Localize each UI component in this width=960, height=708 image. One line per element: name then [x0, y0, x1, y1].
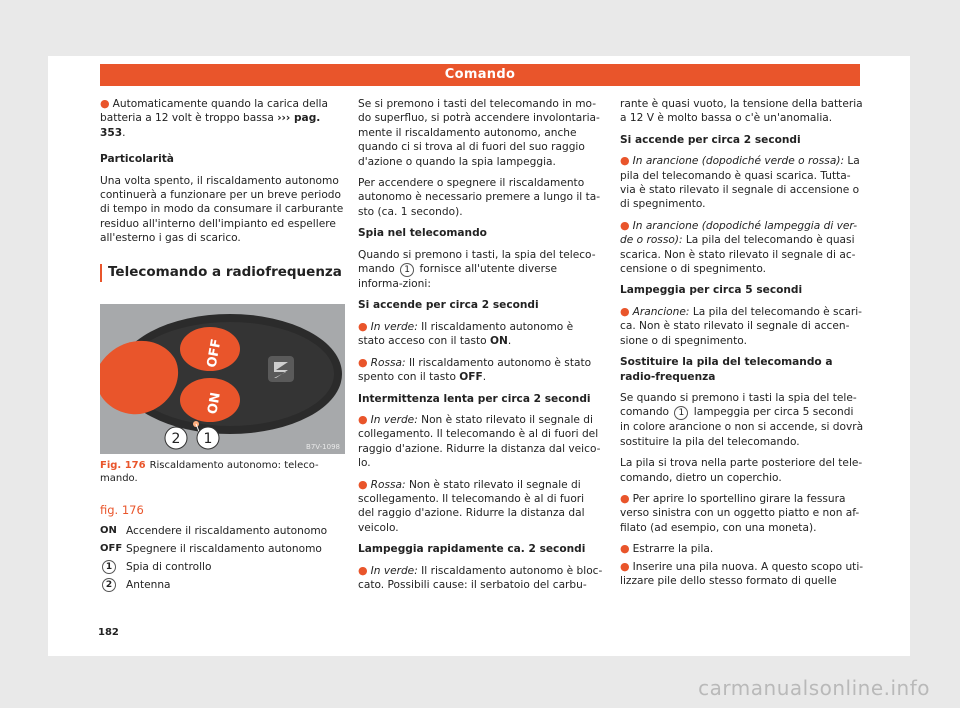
- legend-spia: 1 Spia di controllo: [100, 558, 345, 576]
- bullet-icon: ●: [358, 355, 368, 369]
- figure-code: B7V-1098: [306, 442, 340, 451]
- legend-antenna: 2 Antenna: [100, 576, 345, 594]
- bullet-arancione-3: ● Arancione: La pila del telecomando è scari-ca. Non è stato rilevato il segnale di accen-sione o di spegnimento.: [620, 304, 863, 347]
- bullet-icon: ●: [620, 304, 630, 318]
- off-button-label: OFF: [204, 337, 225, 369]
- on-button-label: ON: [205, 390, 224, 416]
- page-reference-link[interactable]: ››› pag. 353: [100, 112, 321, 139]
- column-3: [620, 97, 865, 595]
- bullet-verde-on: ● In verde: Il riscaldamento autonomo è stato acceso con il tasto ON.: [358, 319, 574, 348]
- figure-caption: Fig. 176 Riscaldamento autonomo: teleco-mando.: [100, 459, 319, 484]
- legend-off: OFF Spegnere il riscaldamento autonomo: [100, 542, 322, 555]
- bullet-icon: ●: [620, 559, 630, 573]
- watermark: carmanualsonline.info: [698, 676, 930, 700]
- heading-lampeggia-5s: Lampeggia per circa 5 secondi: [620, 284, 803, 297]
- bullet-inserire: ● Inserire una pila nuova. A questo scopo uti-lizzare pile dello stesso formato di quelle: [620, 559, 864, 587]
- brand-logo-icon: [268, 356, 294, 382]
- paragraph-carburante: rante è quasi vuoto, la tensione della batteria a 12 V è molto bassa o c'è un'anomalia.: [620, 98, 863, 125]
- section-title: Telecomando a radiofrequenza: [100, 264, 345, 282]
- bullet-sportellino: ● Per aprire lo sportellino girare la fessura verso sinistra con un oggetto piatto e non af-filato (ad esempio, con una moneta).: [620, 491, 860, 534]
- heading-spia: Spia nel telecomando: [358, 227, 487, 240]
- svg-text:2: 2: [171, 430, 181, 447]
- heading-particolarita: Particolarità: [100, 153, 174, 166]
- bullet-icon: ●: [620, 218, 630, 232]
- page-header: Comando: [100, 64, 860, 86]
- bullet-icon: ●: [620, 154, 630, 168]
- heading-sostituire-pila: Sostituire la pila del telecomando a radio-frequenza: [620, 356, 833, 383]
- bullet-icon: ●: [620, 542, 630, 556]
- bullet-icon: ●: [100, 97, 110, 110]
- figure-reference: fig. 176: [100, 502, 144, 517]
- bullet-icon: ●: [358, 412, 368, 426]
- callout-1-inline: 1: [674, 406, 688, 420]
- page-number: 182: [98, 627, 119, 638]
- bullet-estrarre: ● Estrarre la pila.: [620, 542, 714, 556]
- bullet-rossa-off: ● Rossa: Il riscaldamento autonomo è stato spento con il tasto OFF.: [358, 355, 592, 384]
- remote-illustration: [100, 304, 345, 454]
- paragraph-sostituire: Se quando si premono i tasti la spia del tele-comando 1 lampeggia per circa 5 secondi in colore arancione o non si accende, si dovrà sostituire la pila del telecomando.: [620, 391, 864, 448]
- bullet-arancione-2: ● In arancione (dopodiché lampeggia di ver-de o rosso): La pila del telecomando è quasi scarica. Non è stato rilevato il segnale di ac-censione o di spegnimento.: [620, 218, 858, 276]
- paragraph-particolarita: Una volta spento, il riscaldamento autonomo continuerà a funzionare per un breve periodo di tempo in modo da consumare il carburante residuo all'interno dell'impianto ed espellere all'esterno i gas di scarico.: [100, 174, 344, 245]
- paragraph-spia: Quando si premono i tasti, la spia del teleco-mando 1 fornisce all'utente diverse informa-zioni:: [358, 248, 596, 291]
- heading-lampeggia-2s: Lampeggia rapidamente ca. 2 secondi: [358, 543, 586, 556]
- legend-on: ON Accendere il riscaldamento autonomo: [100, 524, 328, 537]
- heading-intermittenza: Intermittenza lenta per circa 2 secondi: [358, 392, 591, 405]
- heading-accende-2s-b: Si accende per circa 2 secondi: [620, 133, 801, 146]
- paragraph-battery: ● Automaticamente quando la carica della batteria a 12 volt è troppo bassa ››› pag. 353.: [100, 97, 328, 139]
- bullet-icon: ●: [620, 491, 630, 505]
- bullet-arancione-1: ● In arancione (dopodiché verde o rossa): La pila del telecomando è quasi scarica. Tutta-via è stato rilevato il segnale di accensione o di spegnimento.: [620, 154, 860, 211]
- bullet-icon: ●: [358, 563, 368, 577]
- remote-figure: [100, 304, 345, 454]
- callout-1-inline: 1: [400, 263, 414, 277]
- column-2: [358, 97, 603, 599]
- bullet-rossa-scollegamento: ● Rossa: Non è stato rilevato il segnale di scollegamento. Il telecomando è al di fuori del raggio d'azione. Ridurre la distanza dal veicolo.: [358, 477, 585, 534]
- bullet-verde-bloccato: ● In verde: Il riscaldamento autonomo è bloc-cato. Possibili cause: il serbatoio del carbu-: [358, 563, 603, 591]
- heading-accende-2s: Si accende per circa 2 secondi: [358, 299, 539, 312]
- svg-text:1: 1: [203, 430, 213, 447]
- bullet-icon: ●: [358, 477, 368, 491]
- column-1: [100, 97, 345, 594]
- paragraph-superfluo: Se si premono i tasti del telecomando in mo-do superfluo, si potrà accendere involontaria-mente il riscaldamento autonomo, anche quando ci si trova al di fuori del suo raggio d'azione o quando la spia lampeggia.: [358, 98, 600, 168]
- bullet-verde-collegamento: ● In verde: Non è stato rilevato il segnale di collegamento. Il telecomando è al di fuori del raggio d'azione. Ridurre la distanza dal veico-lo.: [358, 412, 601, 470]
- bullet-icon: ●: [358, 319, 368, 333]
- paragraph-pila-posizione: La pila si trova nella parte posteriore del tele-comando, dietro un coperchio.: [620, 457, 863, 484]
- paragraph-pressione: Per accendere o spegnere il riscaldamento autonomo è necessario premere a lungo il ta-sto (ca. 1 secondo).: [358, 177, 601, 218]
